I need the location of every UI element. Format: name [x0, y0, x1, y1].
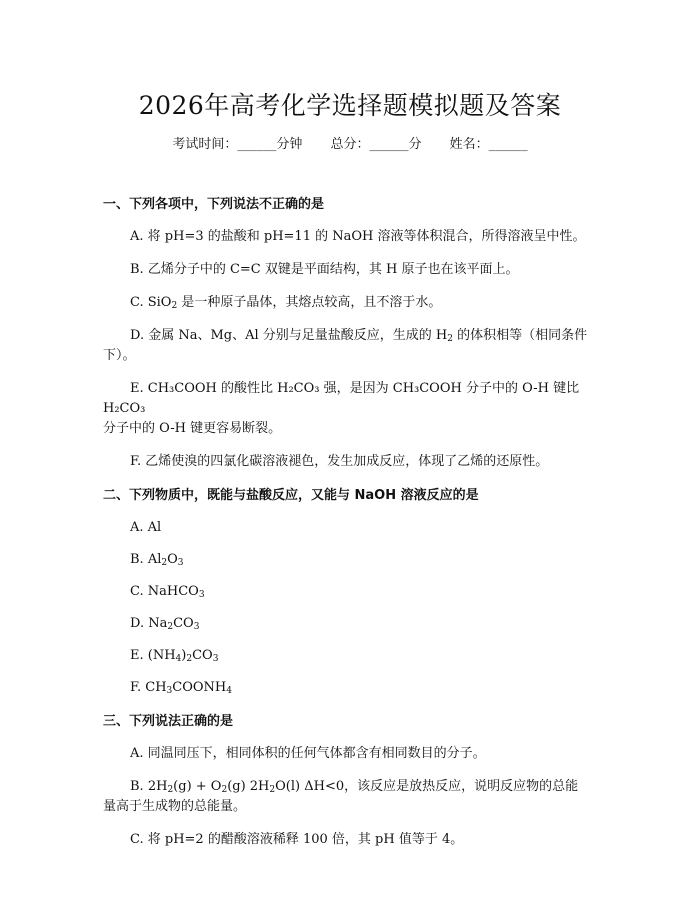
- s1-option-e: E. CH₃COOH 的酸性比 H₂CO₃ 强，是因为 CH₃COOH 分子中的 O-H 键比 H₂CO₃ 分子中的 O-H 键更容易断裂。: [103, 381, 580, 436]
- score-unit: 分: [408, 137, 422, 152]
- time-unit: 分钟: [276, 137, 303, 152]
- s1-option-a: A. 将 pH=3 的盐酸和 pH=11 的 NaOH 溶液等体积混合，所得溶液呈中性。: [130, 229, 586, 244]
- s2-option-e: E. $(NH_4)_2CO_3$: [130, 648, 219, 664]
- s2-option-a: A. Al: [130, 520, 162, 535]
- section-3-title: 三、下列说法正确的是: [103, 714, 234, 729]
- name-blank: ______: [488, 137, 528, 152]
- question-content: [103, 193, 600, 850]
- s1-option-f: F. 乙烯使溴的四氯化碳溶液褪色，发生加成反应，体现了乙烯的还原性。: [130, 454, 549, 469]
- s2-option-d: D. $Na_2CO_3$: [130, 616, 200, 632]
- s3-option-c: C. 将 pH=2 的醋酸溶液稀释 100 倍，其 pH 值等于 4。: [130, 832, 464, 847]
- s1-option-c: C. SiO$_2$ 是一种原子晶体，其熔点较高，且不溶于水。: [130, 295, 442, 311]
- s3-option-a: A. 同温同压下，相同体积的任何气体都含有相同数目的分子。: [130, 746, 486, 761]
- exam-meta: [0, 133, 700, 152]
- score-blank: ______: [369, 137, 409, 152]
- s3-option-b: B. $2H_2(g) + O_2(g)$ $2H_2O(l)$ ΔH<0，该反应是放热反应，说明反应物的总能 量高于生成物的总能量。: [103, 779, 579, 814]
- score-label: 总分：: [330, 137, 370, 152]
- name-label: 姓名：: [449, 137, 489, 152]
- s1-option-b: B. 乙烯分子中的 C=C 双键是平面结构，其 H 原子也在该平面上。: [130, 262, 519, 277]
- s2-option-c: C. NaHCO$_3$: [130, 584, 205, 600]
- s2-option-f: F. $CH_3COONH_4$: [130, 680, 232, 696]
- section-2-title: 二、下列物质中，既能与盐酸反应，又能与 NaOH 溶液反应的是: [103, 488, 479, 503]
- s2-option-b: B. $Al_2O_3$: [130, 552, 184, 568]
- s1-option-d: D. 金属 Na、Mg、Al 分别与足量盐酸反应，生成的 $H_2$ 的体积相等（相同条件下）。: [103, 328, 588, 363]
- time-blank: ______: [237, 137, 277, 152]
- document-title: 2026年高考化学选择题模拟题及答案: [138, 91, 562, 120]
- time-label: 考试时间：: [172, 137, 238, 152]
- section-1-title: 一、下列各项中，下列说法不正确的是: [103, 197, 325, 212]
